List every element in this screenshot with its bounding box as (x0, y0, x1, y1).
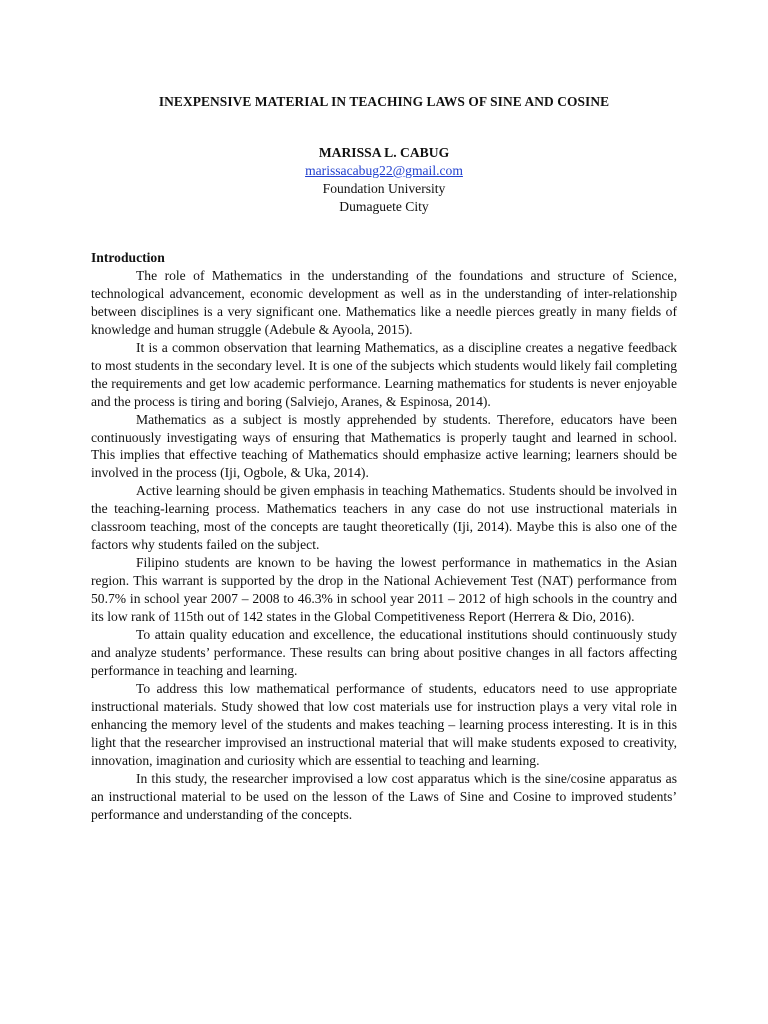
paragraph-5: Filipino students are known to be having the lowest performance in mathematics in the Asian region. This warrant is supported by the drop in the National Achievement Test (NAT) performance from 50.7% in school year 2007 – 2008 to 46.3% in school year 2011 – 2012 of high schools in the country and its low rank of 115th out of 142 states in the Global Competitiveness Report (Herrera & Dio, 2016). (91, 555, 677, 625)
paragraph-8: In this study, the researcher improvised a low cost apparatus which is the sine/cosine apparatus as an instructional material to be used on the lesson of the Laws of Sine and Cosine to improved students’ performance and understanding of the concepts. (91, 770, 677, 822)
paragraph-1: The role of Mathematics in the understanding of the foundations and structure of Science, technological advancement, economic development as well as in the understanding of inter-relationship between disciplines is a very significant one. Mathematics like a needle pierces greatly in many fields of knowledge and human struggle (Adebule & Ayoola, 2015). (91, 267, 677, 337)
introduction-section (91, 249, 677, 824)
section-heading: Introduction (91, 250, 165, 265)
paragraph-4: Active learning should be given emphasis in teaching Mathematics. Students should be involved in the teaching-learning process. Mathematics teachers in any case do not use instructional materials in classroom teaching, most of the concepts are taught theoretically (Iji, 2014). Maybe this is also one of the factors why students failed on the subject. (91, 483, 677, 553)
author-email-line (0, 162, 768, 180)
paragraph-6: To attain quality education and excellence, the educational institutions should continuously study and analyze students’ performance. These results can bring about positive changes in all factors affecting performance in teaching and learning. (91, 627, 677, 678)
paragraph-2: It is a common observation that learning Mathematics, as a discipline creates a negative feedback to most students in the secondary level. It is one of the subjects which students would likely fail completing the requirements and get low academic performance. Learning mathematics for students is never enjoyable and the process is tiring and boring (Salviejo, Aranes, & Espinosa, 2014). (91, 339, 677, 409)
paragraph-7: To address this low mathematical performance of students, educators need to use appropriate instructional materials. Study showed that low cost materials use for instruction plays a very vital role in enhancing the memory level of the students and makes teaching – learning process interesting. It is in this light that the researcher improvised an instructional material that will make students exposed to creativity, innovation, imagination and curiosity which are essential to teaching and learning. (91, 680, 677, 768)
author-name: MARISSA L. CABUG (318, 145, 450, 160)
author-affiliation: Foundation University (322, 181, 446, 196)
author-block (0, 144, 768, 216)
paragraph-3: Mathematics as a subject is mostly apprehended by students. Therefore, educators have been continuously investigating ways of ensuring that Mathematics is properly taught and learned in school. This implies that effective teaching of Mathematics should emphasize active learning; learners should be involved in the process (Iji, Ogbole, & Uka, 2014). (91, 411, 677, 481)
paper-title: INEXPENSIVE MATERIAL IN TEACHING LAWS OF SINE AND COSINE (158, 94, 610, 109)
author-city: Dumaguete City (339, 199, 429, 214)
author-email-link[interactable]: marissacabug22@gmail.com (305, 163, 463, 178)
